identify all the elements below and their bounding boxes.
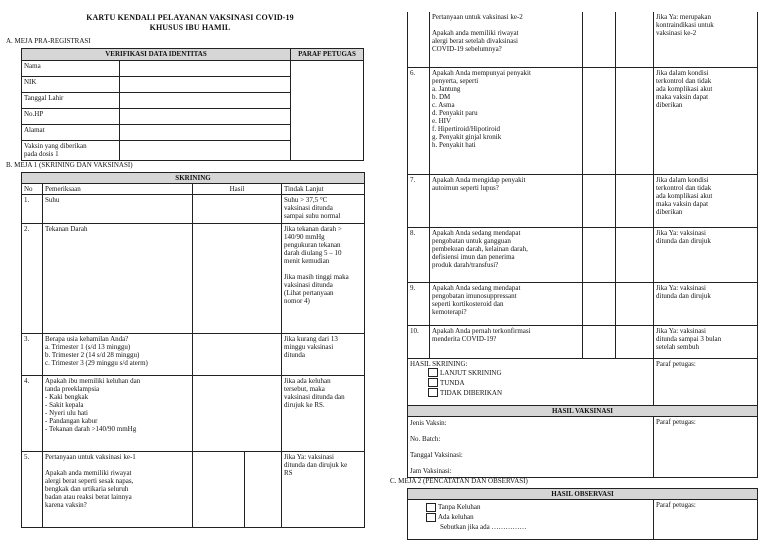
paraf-petugas-vaksinasi: Paraf petugas: [654,416,758,477]
row-hasil-ya[interactable] [193,452,245,528]
field-label-nik: NIK [22,77,120,93]
field-value-nama[interactable] [120,61,291,77]
hasil-observasi-row [408,500,758,540]
hasil-vaksinasi-row [408,416,758,477]
field-value-nik[interactable] [120,77,291,93]
row-tindak-lanjut: Jika Ya: vaksinasi ditunda dan dirujuk ke RS [282,452,365,528]
checkbox[interactable] [428,378,438,387]
paraf-header: PARAF PETUGAS [291,49,364,61]
observasi-options-cell [408,500,654,540]
col-no: No [22,184,43,195]
col-pemeriksaan: Pemeriksaan [43,184,193,195]
row-pemeriksaan: Apakah Anda mempunyai penyakit penyerta, seperti a. Jantung b. DM c. Asma d. Penyakit paru e. HIV f. Hipertiroid/Hipotiroid g. Penyakit ginjal kronik h. Penyakit hati [430,67,583,174]
row-tindak-lanjut: Jika Ya: merupakan kontraindikasi untuk vaksinasi ke-2 [654,12,758,67]
checkbox[interactable] [428,368,438,377]
row-no: 9. [408,282,430,325]
row-pemeriksaan: Berapa usia kehamilan Anda? a. Trimester 1 (s/d 13 minggu) b. Trimester 2 (14 s/d 28 minggu) c. Trimester 3 (29 minggu s/d aterm) [43,334,193,376]
row-pemeriksaan: Tekanan Darah [43,224,193,334]
verification-header: VERIFIKASI DATA IDENTITAS [22,49,291,61]
section-b-label: B. MEJA 1 (SKRINING DAN VAKSINASI) [6,161,133,169]
field-label-nama: Nama [22,61,120,77]
card-title-line-1: KARTU KENDALI PELAYANAN VAKSINASI COVID-19 [86,13,294,22]
section-c-label: C. MEJA 2 (PENCATATAN DAN OBSERVASI) [390,477,528,485]
row-hasil[interactable] [193,376,282,452]
row-hasil-tidak[interactable] [616,12,654,67]
hasil-vaksinasi-header: HASIL VAKSINASI [408,405,758,416]
card-title-line-2: KHUSUS IBU HAMIL [149,23,231,32]
row-hasil-ya[interactable] [583,12,616,67]
table-row [22,195,365,224]
row-pemeriksaan: Apakah Anda sedang mendapat pengobatan untuk gangguan pembekuan darah, kelainan darah, defisiensi imun dan penerima produk darah/transfusi? [430,227,583,282]
observation-table [407,488,758,540]
no-batch-field: No. Batch: [410,434,441,443]
row-hasil-ya[interactable] [583,67,616,174]
row-tindak-lanjut: Jika Ya: vaksinasi ditunda dan dirujuk [654,282,758,325]
card-title [60,13,320,33]
row-pemeriksaan: Apakah Anda pernah terkonfirmasi menderita COVID-19? [430,325,583,358]
hasil-skrining-label: HASIL SKRINING: [410,359,468,368]
table-row [22,334,365,376]
row-pemeriksaan: Pertanyaan untuk vaksinasi ke-1 Apakah anda memiliki riwayat alergi berat seperti sesak napas, bengkak dan urtikaria seluruh badan atau reaksi berat lainnya karena vaksin? [43,452,193,528]
col-hasil: Hasil [193,184,282,195]
row-no: 4. [22,376,43,452]
row-hasil-tidak[interactable] [616,282,654,325]
field-label-vaksin-dosis-1: Vaksin yang diberikan pada dosis 1 [22,141,120,161]
option-lanjut-skrining[interactable]: LANJUT SKRINING [410,368,651,378]
row-hasil-tidak[interactable] [616,325,654,358]
table-row [22,452,365,528]
section-a-label: A. MEJA PRA-REGISTRASI [6,37,91,45]
row-pemeriksaan: Apakah ibu memiliki keluhan dan tanda preeklampsia - Kaki bengkak - Sakit kepala - Nyeri ulu hati - Pandangan kabur - Tekanan darah >140/90 mmHg [43,376,193,452]
field-value-vaksin-dosis-1[interactable] [120,141,291,161]
jam-vaksinasi-field: Jam Vaksinasi: [410,466,452,475]
field-value-tanggal-lahir[interactable] [120,93,291,109]
table-row [408,325,758,358]
field-label-tanggal-lahir: Tanggal Lahir [22,93,120,109]
row-hasil-ya[interactable] [583,227,616,282]
hasil-vaksinasi-cell[interactable] [408,416,654,477]
row-no: 6. [408,67,430,174]
checkbox[interactable] [428,388,438,397]
paraf-petugas-observasi: Paraf petugas: [654,500,758,540]
identity-verification-table [21,48,364,161]
row-tindak-lanjut: Jika dalam kondisi terkontrol dan tidak ada komplikasi akut maka vaksin dapat diberikan [654,174,758,227]
row-no: 3. [22,334,43,376]
row-hasil-ya[interactable] [583,282,616,325]
checkbox[interactable] [426,503,436,512]
field-label-no-hp: No.HP [22,109,120,125]
row-hasil[interactable] [193,334,282,376]
field-label-alamat: Alamat [22,125,120,141]
row-tindak-lanjut: Jika Ya: vaksinasi ditunda dan dirujuk [654,227,758,282]
row-no [408,12,430,67]
hasil-skrining-cell [408,358,654,405]
row-hasil-tidak[interactable] [245,452,282,528]
row-hasil-ya[interactable] [583,325,616,358]
table-row [22,376,365,452]
table-row [408,282,758,325]
row-hasil[interactable] [193,195,282,224]
row-hasil-tidak[interactable] [616,227,654,282]
table-row [408,67,758,174]
row-no: 2. [22,224,43,334]
tanggal-vaksinasi-field: Tanggal Vaksinasi: [410,450,463,459]
field-value-no-hp[interactable] [120,109,291,125]
screening-header: SKRINING [22,173,365,184]
row-tindak-lanjut: Jika kurang dari 13 minggu vaksinasi ditunda [282,334,365,376]
row-no: 1. [22,195,43,224]
row-no: 5. [22,452,43,528]
row-no: 7. [408,174,430,227]
paraf-petugas-skrining: Paraf petugas: [654,358,758,405]
option-tunda[interactable]: TUNDA [410,378,651,388]
row-hasil[interactable] [193,224,282,334]
table-row [408,12,758,67]
row-pemeriksaan: Apakah Anda sedang mendapat pengobatan imunosuppressant seperti kortikosteroid dan kemoterapi? [430,282,583,325]
option-ada-keluhan[interactable]: Ada keluhan [426,512,651,522]
hasil-skrining-row [408,358,758,405]
row-tindak-lanjut: Jika Ya: vaksinasi ditunda sampai 3 bulan setelah sembuh [654,325,758,358]
row-pemeriksaan: Suhu [43,195,193,224]
row-tindak-lanjut: Suhu > 37,5 °C vaksinasi ditunda sampai suhu normal [282,195,365,224]
row-no: 10. [408,325,430,358]
table-row [408,227,758,282]
jenis-vaksin-field: Jenis Vaksin: [410,418,447,427]
option-tidak-diberikan[interactable]: TIDAK DIBERIKAN [410,388,651,398]
row-tindak-lanjut: Jika ada keluhan tersebut, maka vaksinasi ditunda dan dirujuk ke RS. [282,376,365,452]
row-tindak-lanjut: Jika dalam kondisi terkontrol dan tidak ada komplikasi akut maka vaksin dapat diberikan [654,67,758,174]
row-hasil-tidak[interactable] [616,174,654,227]
col-tindak-lanjut: Tindak Lanjut [282,184,365,195]
hasil-observasi-header: HASIL OBSERVASI [408,489,758,500]
row-hasil-ya[interactable] [583,174,616,227]
table-row [22,224,365,334]
row-pemeriksaan: Pertanyaan untuk vaksinasi ke-2 Apakah anda memiliki riwayat alergi berat setelah divaksinasi COVID-19 sebelumnya? [430,12,583,67]
paraf-petugas-cell[interactable] [291,61,364,161]
sebutkan-keluhan-field[interactable]: Sebutkan jika ada …………… [440,523,527,531]
checkbox[interactable] [426,513,436,522]
field-value-alamat[interactable] [120,125,291,141]
option-tanpa-keluhan[interactable]: Tanpa Keluhan [426,502,651,512]
table-row [408,174,758,227]
row-tindak-lanjut: Jika tekanan darah > 140/90 mmHg pengukuran tekanan darah diulang 5 – 10 menit kemudian Jika masih tinggi maka vaksinasi ditunda (Lihat pertanyaan nomor 4) [282,224,365,334]
row-no: 8. [408,227,430,282]
screening-table [21,172,365,528]
row-pemeriksaan: Apakah Anda mengidap penyakit autoimun seperti lupus? [430,174,583,227]
screening-table-continued [407,12,758,478]
row-hasil-tidak[interactable] [616,67,654,174]
